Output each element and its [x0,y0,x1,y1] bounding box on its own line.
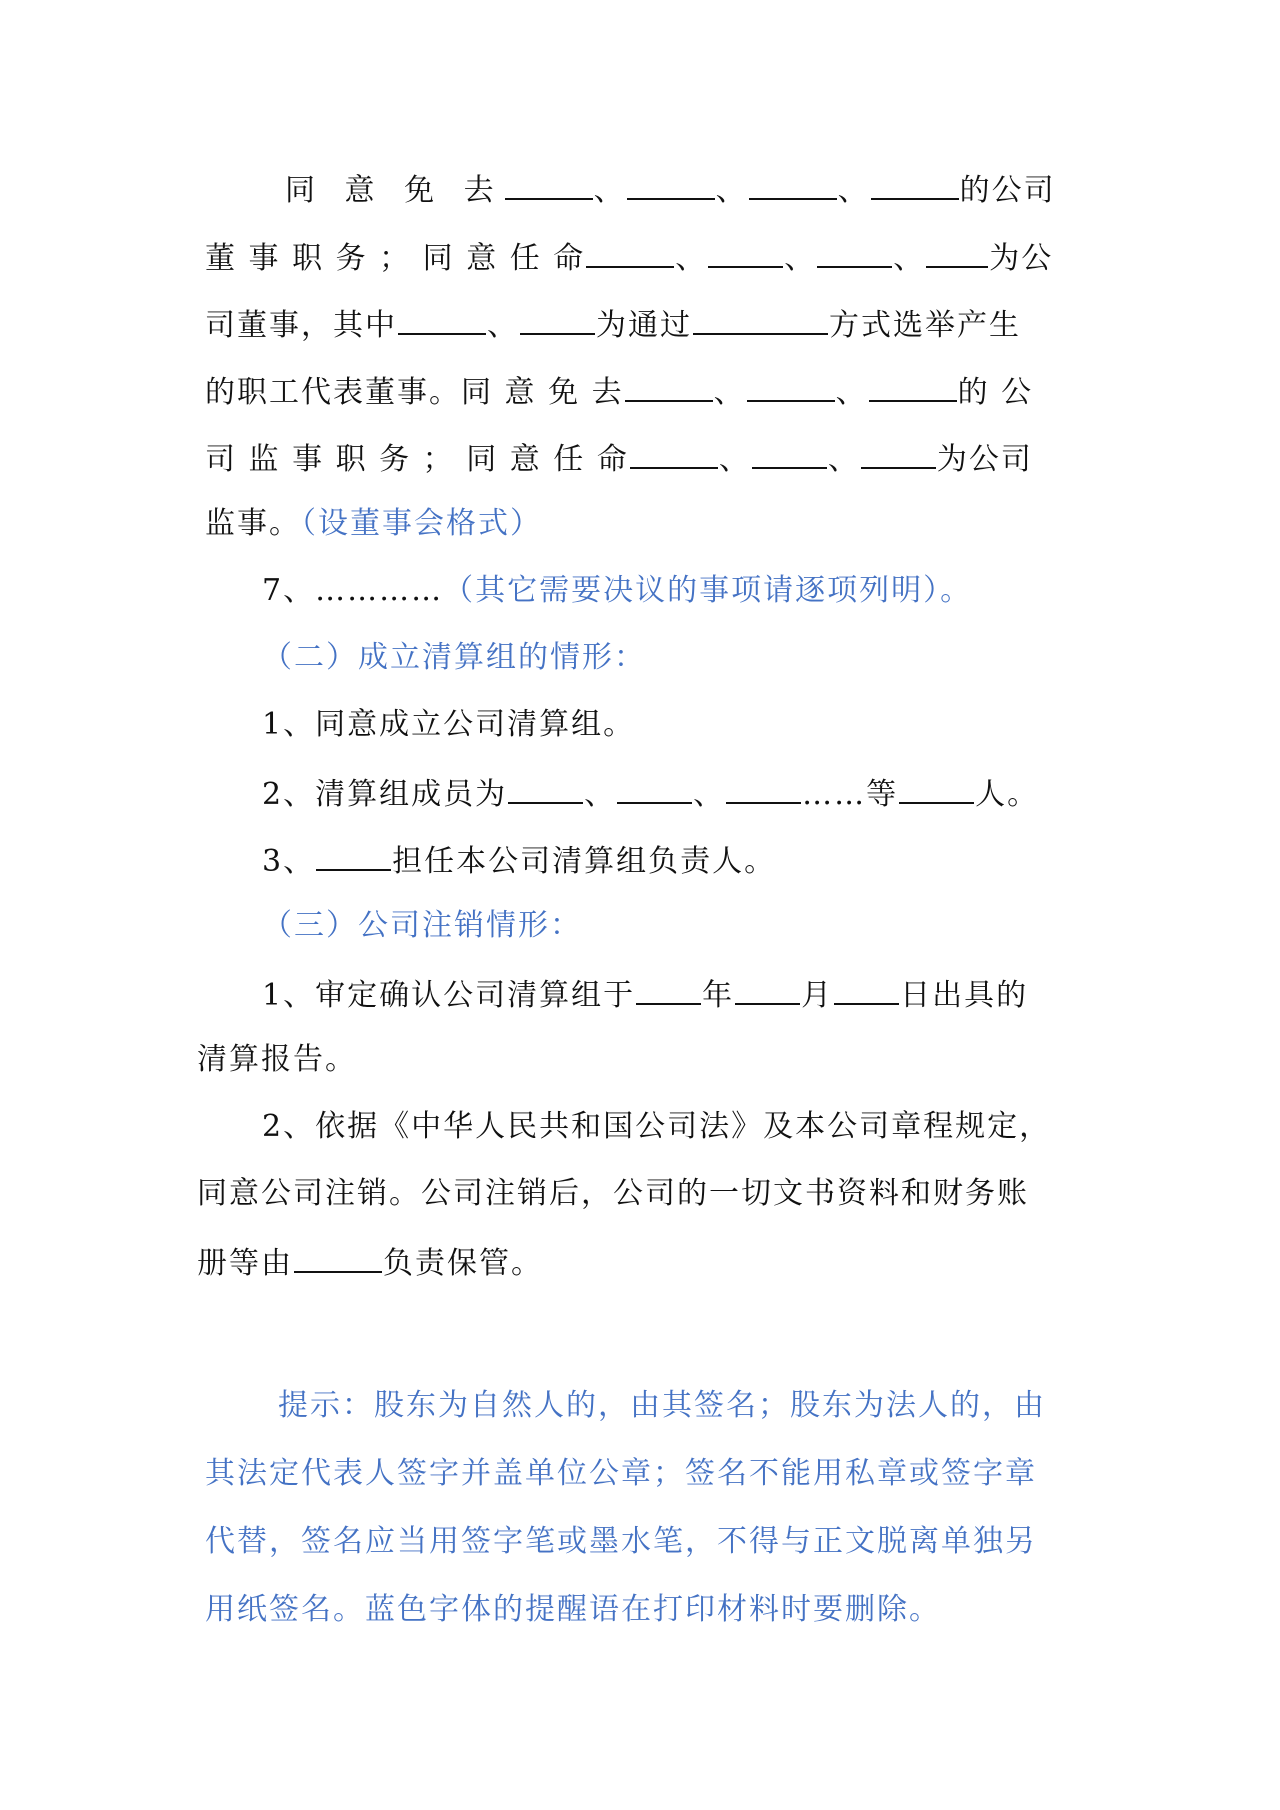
separator: 、 [893,241,926,276]
text: 日出具的 [900,978,1029,1013]
separator: 、 [715,173,748,208]
deregistration-item-2-line-1: 2、依据《中华人民共和国公司法》及本公司章程规定， [262,1109,1052,1144]
hint-line-1: 提示：股东为自然人的，由其签名；股东为法人的，由 [278,1388,1046,1423]
deregistration-item-1-cont: 清算报告。 [197,1042,357,1077]
liquidation-item-1: 1、同意成立公司清算组。 [262,707,636,742]
separator: 、 [487,308,519,343]
item-7 [262,571,1162,611]
section-heading-deregistration: （三）公司注销情形： [262,908,582,943]
text: 司董事，其中 [205,308,397,343]
hint-line-4: 用纸签名。蓝色字体的提醒语在打印材料时要删除。 [205,1592,941,1627]
separator: 、 [693,777,726,812]
text: 为通过 [596,308,692,343]
hint-line-2: 其法定代表人签字并盖单位公章；签名不能用私章或签字章 [205,1456,1037,1491]
blank-field [508,772,583,804]
text: 的 公 [957,375,1034,410]
separator: 、 [713,375,746,410]
month-blank [735,973,800,1005]
separator: 、 [784,241,817,276]
item-hint: （其它需要决议的事项请逐项列明）。 [443,573,973,608]
section-heading-liquidation: （二）成立清算组的情形： [262,640,646,675]
text: 的职工代表董事。同 意 免 去 [205,375,624,410]
blank-field [749,168,837,200]
text: 年 [702,978,735,1013]
blank-field [708,236,783,268]
directors-line-5 [205,437,1105,480]
day-blank [834,973,899,1005]
ellipsis: ………… [315,573,444,608]
liquidation-item-3 [262,839,1162,882]
blank-field [726,772,801,804]
text: 董 事 职 务 ； 同 意 任 命 [205,241,586,276]
text: ……等 [802,777,899,812]
blank-field [817,236,892,268]
custodian-blank [294,1241,382,1273]
blank-field [630,437,718,469]
item-number: 7、 [262,573,316,608]
text: 册等由 [197,1246,293,1281]
separator: 、 [593,173,626,208]
text: 方式选举产生 [829,308,1021,343]
separator: 、 [837,173,870,208]
blank-field [505,168,593,200]
text: 3、 [262,844,316,879]
separator: 、 [718,442,751,477]
separator: 、 [675,241,708,276]
text: 同 意 免 去 [285,173,504,208]
format-hint: （设董事会格式） [301,506,542,541]
separator: 、 [827,442,860,477]
deregistration-item-2-line-3 [197,1241,1097,1284]
text: 为公司 [936,442,1033,477]
text: 为公 [989,241,1054,276]
blank-field [869,370,957,402]
year-blank [636,973,701,1005]
blank-field [871,168,959,200]
text: 人。 [975,777,1040,812]
directors-line-4 [205,370,1105,413]
blank-field [747,370,835,402]
text: 担任本公司清算组负责人。 [392,844,777,879]
blank-field [899,772,974,804]
blank-field [586,236,674,268]
blank-field [316,839,391,871]
blank-field [627,168,715,200]
text: 2、清算组成员为 [262,777,508,812]
blank-field [926,236,988,268]
deregistration-item-1 [262,973,1162,1016]
directors-line-2 [205,236,1105,279]
directors-line-3 [205,303,1105,346]
directors-line-6 [205,504,1105,544]
blank-field [617,772,692,804]
separator: 、 [584,777,617,812]
deregistration-item-2-line-2: 同意公司注销。公司注销后，公司的一切文书资料和财务账 [197,1176,1029,1211]
text: 的公司 [959,173,1056,208]
blank-field [398,303,486,335]
text: 司 监 事 职 务 ； 同 意 任 命 [205,442,629,477]
blank-field [625,370,713,402]
separator: 、 [835,375,868,410]
liquidation-item-2 [262,772,1162,815]
text: 负责保管。 [383,1246,543,1281]
blank-field [520,303,595,335]
blank-field [693,303,828,335]
hint-line-3: 代替，签名应当用签字笔或墨水笔，不得与正文脱离单独另 [205,1524,1037,1559]
text: 月 [801,978,834,1013]
text: 1、审定确认公司清算组于 [262,978,636,1013]
text: 监事。 [205,506,301,541]
directors-line-1 [285,168,1185,211]
blank-field [752,437,827,469]
blank-field [861,437,936,469]
